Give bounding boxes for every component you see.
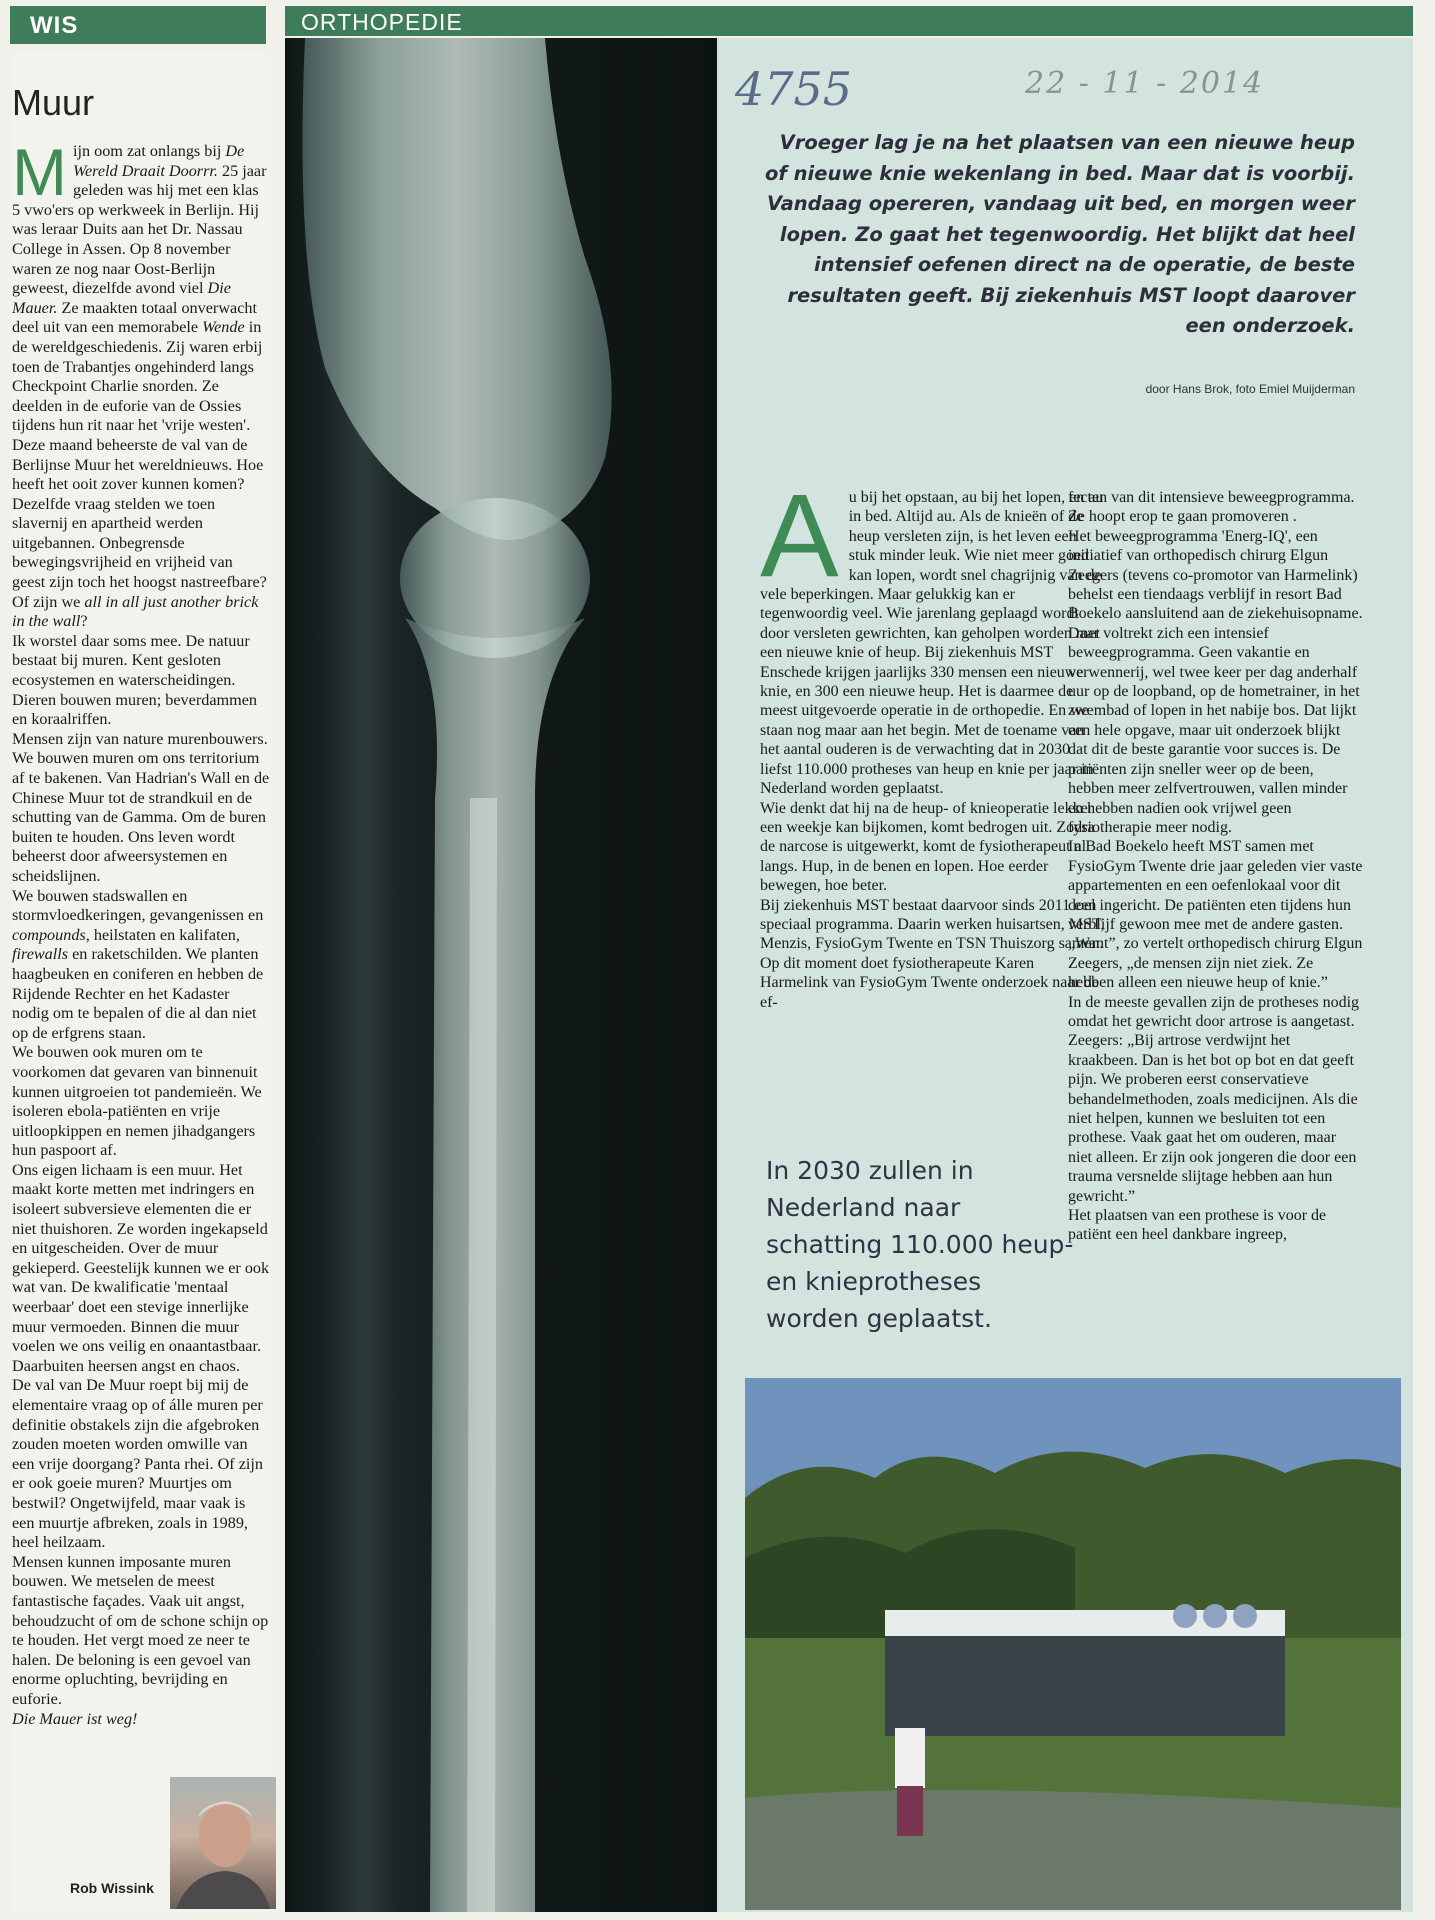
author-photo [170,1777,276,1909]
column-text-italic: compounds [12,925,86,944]
column-closing-line: Die Mauer ist weg! [12,1709,138,1728]
article-paragraph: Wie denkt dat hij na de heup- of knieoperatie lekker een weekje kan bijkomen, komt bedrogen uit. Zodra de narcose is uitgewerkt, komt de fysiotherapeut al langs. Hup, in de benen en lopen. Hoe eerder bewegen, hoe beter. [760,799,1095,895]
author-name: Rob Wissink [70,1880,154,1896]
article-column-1 [760,488,1105,1156]
column-text: ? [80,612,88,631]
section-header-orthopedie [285,6,1413,36]
article-paragraph: fecten van dit intensieve beweegprogramma. Ze hoopt erop te gaan promoveren . [1068,489,1355,526]
column-paragraph: Mensen zijn van nature murenbouwers. We bouwen muren om ons territorium af te bakenen. Van Hadrian's Wall en de Chinese Muur tot de strandkuil en de schutting van de Gamma. Om de buren buiten te houden. Ons leven wordt beheerst door afweersystemen en scheidslijnen. [12,729,270,885]
column-text: ijn oom zat onlangs bij [72,142,226,160]
column-text: Deze maand beheerste de val van de Berlijnse Muur het wereldnieuws. Hoe heeft het ooit zover kunnen komen? Dezelfde vraag stelden we toen slavernij en apartheid werden uitgebannen. Onbegrensde bewegingsvrijheid en vrijheid van geest zijn toch het hoogst nastreefbare? Of zijn we [12,435,267,611]
xray-knee-image [285,38,717,1912]
column-paragraph: Mensen kunnen imposante muren bouwen. We metselen de meest fantastische façades. Vaak uit angst, behoudzucht of om de schone schijn op te houden. Het vergt moed ze neer te halen. De beloning is een gevoel van enorme opluchting, bevrijding en euforie. [12,1552,269,1708]
article-lead: Vroeger lag je na het plaatsen van een nieuwe heup of nieuwe knie wekenlang in bed. Maar dat is voorbij. Vandaag opereren, vandaag uit bed, en morgen weer lopen. Zo gaat het tegenwoordig. Het blijkt dat heel intensief oefenen direct na de operatie, de beste resultaten geeft. Bij ziekenhuis MST loopt daarover een onderzoek. [765,131,1355,337]
column-text: 25 jaar geleden was hij met een klas 5 vwo'ers op werkweek in Berlijn. Hij was leraar Duits aan het Dr. Nassau College in Assen. Op 8 november waren ze nog naar Oost-Berlijn geweest, diezelfde avond viel [12,161,267,298]
article-drop-cap: A [760,488,839,602]
column-text-italic: Wende [202,318,245,337]
column-text-italic: De Wereld Draait Doorrr. [72,142,245,180]
column-body [12,142,270,1782]
column-drop-cap: M [12,142,67,209]
column-text-italic: firewalls [12,945,69,964]
resort-photo [745,1378,1401,1910]
column-text: en raketschilden. We planten haagbeuken en coniferen en hebben de Rijdende Rechter en het Kadaster nodig om te bepalen of die al dan niet op de erfgrens staan. [12,945,264,1042]
column-paragraph: Ons eigen lichaam is een muur. Het maakt korte metten met indringers en isoleert subversieve elementen die er niet thuishoren. Ze worden ingekapseld en uitgescheiden. Over de muur gekieperd. Geestelijk kunnen we er ook wat van. De kwalificatie 'mentaal weerbaar' doet een stevige innerlijke muur vermoeden. Binnen die muur voelen we ons veilig en onaantastbaar. Daarbuiten heersen angst en chaos. [12,1160,270,1375]
article-paragraph: u bij het opstaan, au bij het lopen, en au in bed. Altijd au. Als de knieën of de heup versleten zijn, is het leven een stuk minder leuk. Wie niet meer goed kan lopen, wordt snel chagrijnig van de vele beperkingen. Maar gelukkig kan er tegenwoordig veel. Wie jarenlang geplaagd wordt door versleten gewrichten, kan geholpen worden met een nieuwe knie of heup. Bij ziekenhuis MST Enschede krijgen jaarlijks 330 mensen een nieuwe knie, en 300 een nieuwe heup. Het is daarmee de meest uitgevoerde operatie in de orthopedie. En we staan nog maar aan het begin. Met de toename van het aantal ouderen is de verwachting dat in 2030 liefst 110.000 protheses van heup en knie per jaar in Nederland worden geplaatst. [760,489,1104,798]
column-paragraph: De val van De Muur roept bij mij de elementaire vraag op of álle muren per definitie obstakels zijn die afgebroken zouden moeten worden omwille van een vrije doorgang? Panta rhei. Of zijn er ook goeie muren? Muurtjes om bestwil? Ongetwijfeld, maar vaak is een muurtje afbreken, zoals in 1989, heel heilzaam. [12,1376,263,1552]
article-paragraph: In Bad Boekelo heeft MST samen met FysioGym Twente drie jaar geleden vier vaste appartementen en een oefenlokaal voor dit doel ingericht. De patiënten eten tijdens hun verblijf gewoon mee met de andere gasten. „Want”, zo vertelt orthopedisch chirurg Elgun Zeegers, „de mensen zijn niet ziek. Ze hebben alleen een nieuwe heup of knie.” [1068,838,1363,992]
article-credit: door Hans Brok, foto Emiel Muijderman [1145,382,1355,396]
article-column-2 [1068,488,1363,1338]
pull-quote: In 2030 zullen in Nederland naar schatting 110.000 heup- en knieprotheses worden geplaatst. [766,1156,1074,1333]
article-paragraph: Het plaatsen van een prothese is voor de patiënt een heel dankbare ingreep, [1068,1207,1327,1244]
column-text: in de wereldgeschiedenis. Zij waren erbij toen de Trabantjes ongehinderd langs Checkpoint Charlie snorden. Ze deelden in de euforie van de Ossies tijdens hun rit naar het 'vrije westen'. [12,318,263,435]
column-text: Ze maakten totaal onverwacht deel uit van een memorabele [12,298,257,337]
handwritten-date: 22 - 11 - 2014 [1025,66,1265,101]
article-paragraph: Bij ziekenhuis MST bestaat daarvoor sinds 2011 een speciaal programma. Daarin werken huisartsen, MST, Menzis, FysioGym Twente en TSN Thuiszorg samen. Op dit moment doet fysiotherapeute Karen Harmelink van FysioGym Twente onderzoek naar de ef- [760,896,1105,1011]
handwritten-number: 4755 [735,62,853,116]
section-label-wis: WIS [30,12,79,39]
column-text: We bouwen stadswallen en stormvloedkeringen, gevangenissen en [12,886,264,925]
column-text-italic: all in all just another brick in the wall [12,592,259,631]
column-text: , heilstaten en kalifaten, [85,925,240,944]
section-header-wis [10,6,266,44]
article-paragraph: Het beweegprogramma 'Energ-IQ', een initiatief van orthopedisch chirurg Elgun Zeegers (tevens co-promotor van Harmelink) behelst een tiendaags verblijf in resort Bad Boekelo aansluitend aan de ziekehuisopname. Daar voltrekt zich een intensief beweegprogramma. Geen vakantie en verwennerij, wel twee keer per dag anderhalf uur op de loopband, op de hometrainer, in het zwembad of lopen in het nabije bos. Dat lijkt een hele opgave, maar uit onderzoek blijkt dat dit de beste garantie voor succes is. De patiënten zijn sneller weer op de been, hebben meer zelfvertrouwen, vallen minder en hebben nadien ook vrijwel geen fysiotherapie meer nodig. [1068,527,1363,836]
article-paragraph: In de meeste gevallen zijn de protheses nodig omdat het gewricht door artrose is aangetast. Zeegers: „Bij artrose verdwijnt het kraakbeen. Dan is het bot op bot en dat geeft pijn. We proberen eerst conservatieve behandelmethoden, zoals medicijnen. Als die niet helpen, kunnen we besluiten tot een prothese. Vaak gaat het om ouderen, maar niet alleen. Er zijn ook jongeren die door een trauma versnelde slijtage hebben aan hun gewricht.” [1068,993,1360,1205]
column-paragraph: Ik worstel daar soms mee. De natuur bestaat bij muren. Kent gesloten ecosystemen en waterscheidingen. Dieren bouwen muren; beverdammen en koraalriffen. [12,631,257,729]
column-text-italic: Die Mauer. [12,279,231,317]
section-label-orthopedie: ORTHOPEDIE [301,9,463,35]
column-title: Muur [12,82,95,123]
column-paragraph: We bouwen ook muren om te voorkomen dat gevaren van binnenuit kunnen uitgroeien tot pandemieën. We isoleren ebola-patiënten en vrije uitloopkippen en nemen jihadgangers hun paspoort af. [12,1043,262,1160]
